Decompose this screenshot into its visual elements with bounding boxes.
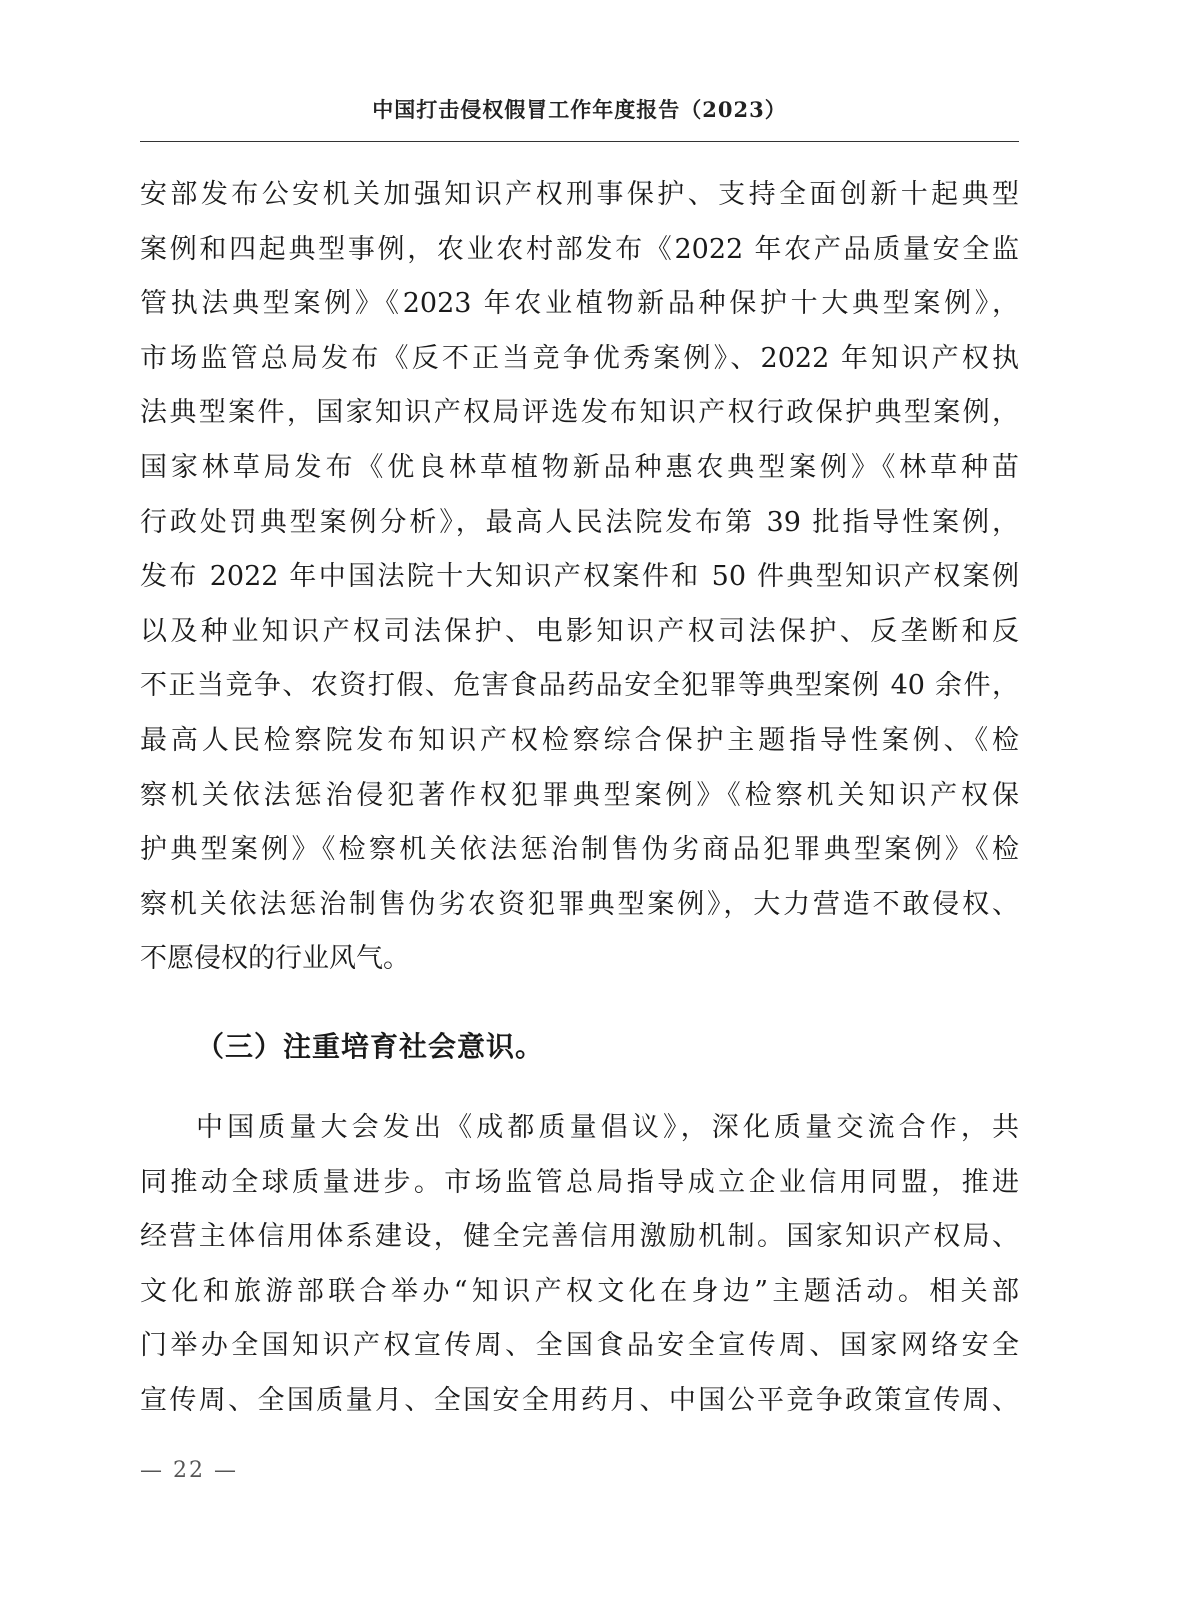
text-line: 以及种业知识产权司法保护、电影知识产权司法保护、反垄断和反 — [140, 615, 1019, 647]
text-line: 国家林草局发布《优良林草植物新品种惠农典型案例》《林草种苗 — [140, 451, 1019, 483]
text-line: 行政处罚典型案例分析》，最高人民法院发布第 39 批指导性案例， — [140, 506, 1019, 538]
text-line: 察机关依法惩治制售伪劣农资犯罪典型案例》，大力营造不敢侵权、 — [140, 888, 1019, 920]
text-line: 发布 2022 年中国法院十大知识产权案件和 50 件典型知识产权案例 — [140, 561, 1019, 593]
text-line: 察机关依法惩治侵犯著作权犯罪典型案例》《检察机关知识产权保 — [140, 779, 1019, 811]
header-rule — [140, 141, 1019, 142]
text-line: 同推动全球质量进步。市场监管总局指导成立企业信用同盟，推进 — [140, 1166, 1019, 1198]
text-line: 市场监管总局发布《反不正当竞争优秀案例》、2022 年知识产权执 — [140, 342, 1019, 374]
text-line: 不正当竞争、农资打假、危害食品药品安全犯罪等典型案例 40 余件， — [140, 670, 1019, 702]
paragraph-case-releases — [140, 168, 1019, 987]
text-line: 宣传周、全国质量月、全国安全用药月、中国公平竞争政策宣传周、 — [140, 1384, 1019, 1416]
text-line: 安部发布公安机关加强知识产权刑事保护、支持全面创新十起典型 — [140, 179, 1019, 210]
text-line: 法典型案件，国家知识产权局评选发布知识产权行政保护典型案例， — [140, 397, 1019, 429]
running-header: 中国打击侵权假冒工作年度报告（2023） — [372, 97, 787, 122]
text-line: 管执法典型案例》《2023 年农业植物新品种保护十大典型案例》， — [140, 288, 1019, 320]
text-line: 最高人民检察院发布知识产权检察综合保护主题指导性案例、《检 — [140, 724, 1019, 756]
section-heading: （三）注重培育社会意识。 — [196, 1030, 545, 1063]
text-line: 护典型案例》《检察机关依法惩治制售伪劣商品犯罪典型案例》《检 — [140, 834, 1019, 866]
text-line: 案例和四起典型事例，农业农村部发布《2022 年农产品质量安全监 — [140, 233, 1019, 265]
text-line: 文化和旅游部联合举办“知识产权文化在身边”主题活动。相关部 — [140, 1275, 1019, 1307]
text-line: 中国质量大会发出《成都质量倡议》，深化质量交流合作，共 — [196, 1112, 1019, 1143]
page-number: — 22 — — [140, 1458, 238, 1483]
text-line: 经营主体信用体系建设，健全完善信用激励机制。国家知识产权局、 — [140, 1221, 1019, 1253]
text-line: 门举办全国知识产权宣传周、全国食品安全宣传周、国家网络安全 — [140, 1330, 1019, 1362]
text-line: 不愿侵权的行业风气。 — [140, 943, 410, 975]
paragraph-social-awareness — [140, 1101, 1019, 1429]
